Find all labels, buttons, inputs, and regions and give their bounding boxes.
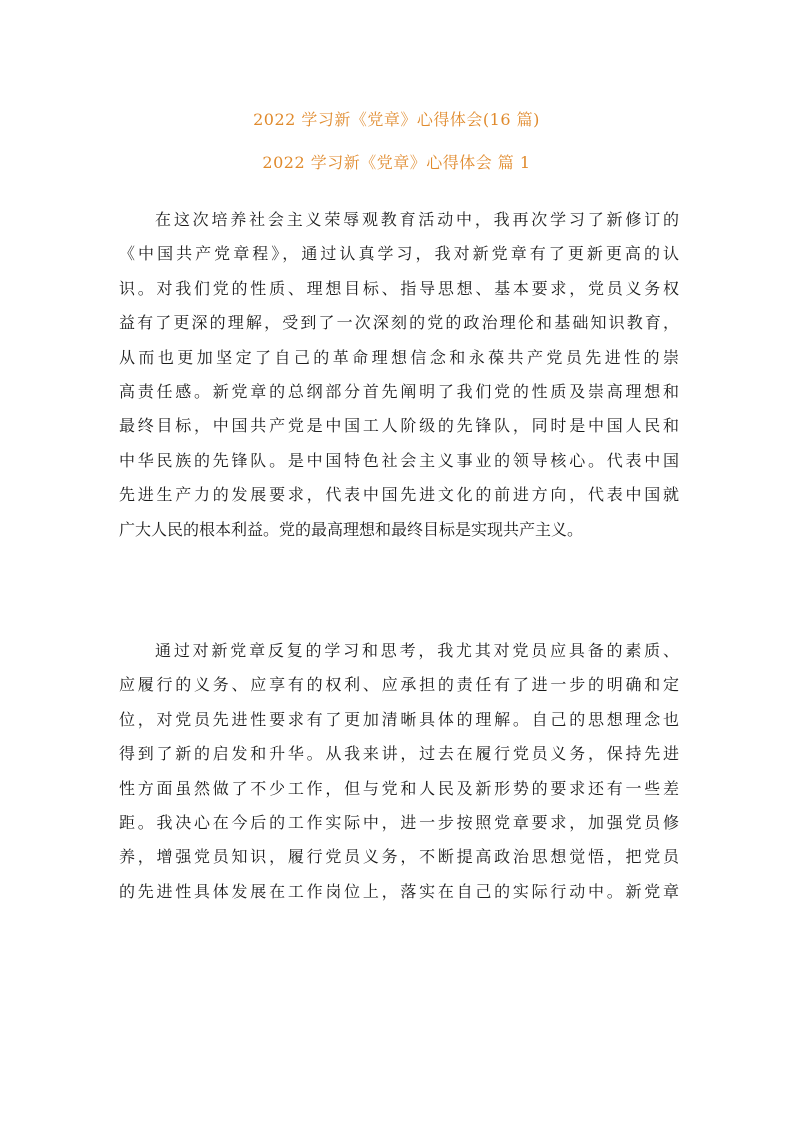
section-heading: 2022 学习新《党章》心得体会 篇 1 <box>262 153 531 172</box>
paragraph-line: 益有了更深的理解，受到了一次深刻的党的政治理伦和基础知识教育， <box>119 313 679 333</box>
paragraph-line: 应履行的义务、应享有的权利、应承担的责任有了进一步的明确和定 <box>119 675 679 695</box>
paragraph-line: 在这次培养社会主义荣辱观教育活动中，我再次学习了新修订的 <box>155 210 679 229</box>
paragraph-line: 《中国共产党章程》，通过认真学习，我对新党章有了更新更高的认 <box>119 244 679 264</box>
paragraph-line: 性方面虽然做了不少工作，但与党和人民及新形势的要求还有一些差 <box>119 778 679 798</box>
paragraph-line: 识。对我们党的性质、理想目标、指导思想、基本要求，党员义务权 <box>119 278 679 298</box>
paragraph-line: 得到了新的启发和升华。从我来讲，过去在履行党员义务，保持先进 <box>119 744 679 764</box>
paragraph-line: 先进生产力的发展要求，代表中国先进文化的前进方向，代表中国就 <box>119 485 679 505</box>
paragraph-line: 广大人民的根本利益。党的最高理想和最终目标是实现共产主义。 <box>119 519 584 539</box>
paragraph-line: 养，增强党员知识，履行党员义务，不断提高政治思想觉悟，把党员 <box>119 847 679 867</box>
paragraph-line: 距。我决心在今后的工作实际中，进一步按照党章要求，加强党员修 <box>119 812 679 832</box>
paragraph-2 <box>119 634 679 909</box>
paragraph-line: 中华民族的先锋队。是中国特色社会主义事业的领导核心。代表中国 <box>119 450 679 470</box>
paragraph-line: 高责任感。新党章的总纲部分首先阐明了我们党的性质及崇高理想和 <box>119 381 679 401</box>
paragraph-1 <box>119 203 679 547</box>
paragraph-line: 位，对党员先进性要求有了更加清晰具体的理解。自己的思想理念也 <box>119 709 679 729</box>
paragraph-line: 通过对新党章反复的学习和思考，我尤其对党员应具备的素质、 <box>155 641 679 660</box>
paragraph-line: 从而也更加坚定了自己的革命理想信念和永葆共产党员先进性的崇 <box>119 347 679 367</box>
document-title: 2022 学习新《党章》心得体会(16 篇) <box>253 110 540 129</box>
paragraph-line: 最终目标，中国共产党是中国工人阶级的先锋队，同时是中国人民和 <box>119 416 679 436</box>
paragraph-line: 的先进性具体发展在工作岗位上，落实在自己的实际行动中。新党章 <box>119 881 679 901</box>
